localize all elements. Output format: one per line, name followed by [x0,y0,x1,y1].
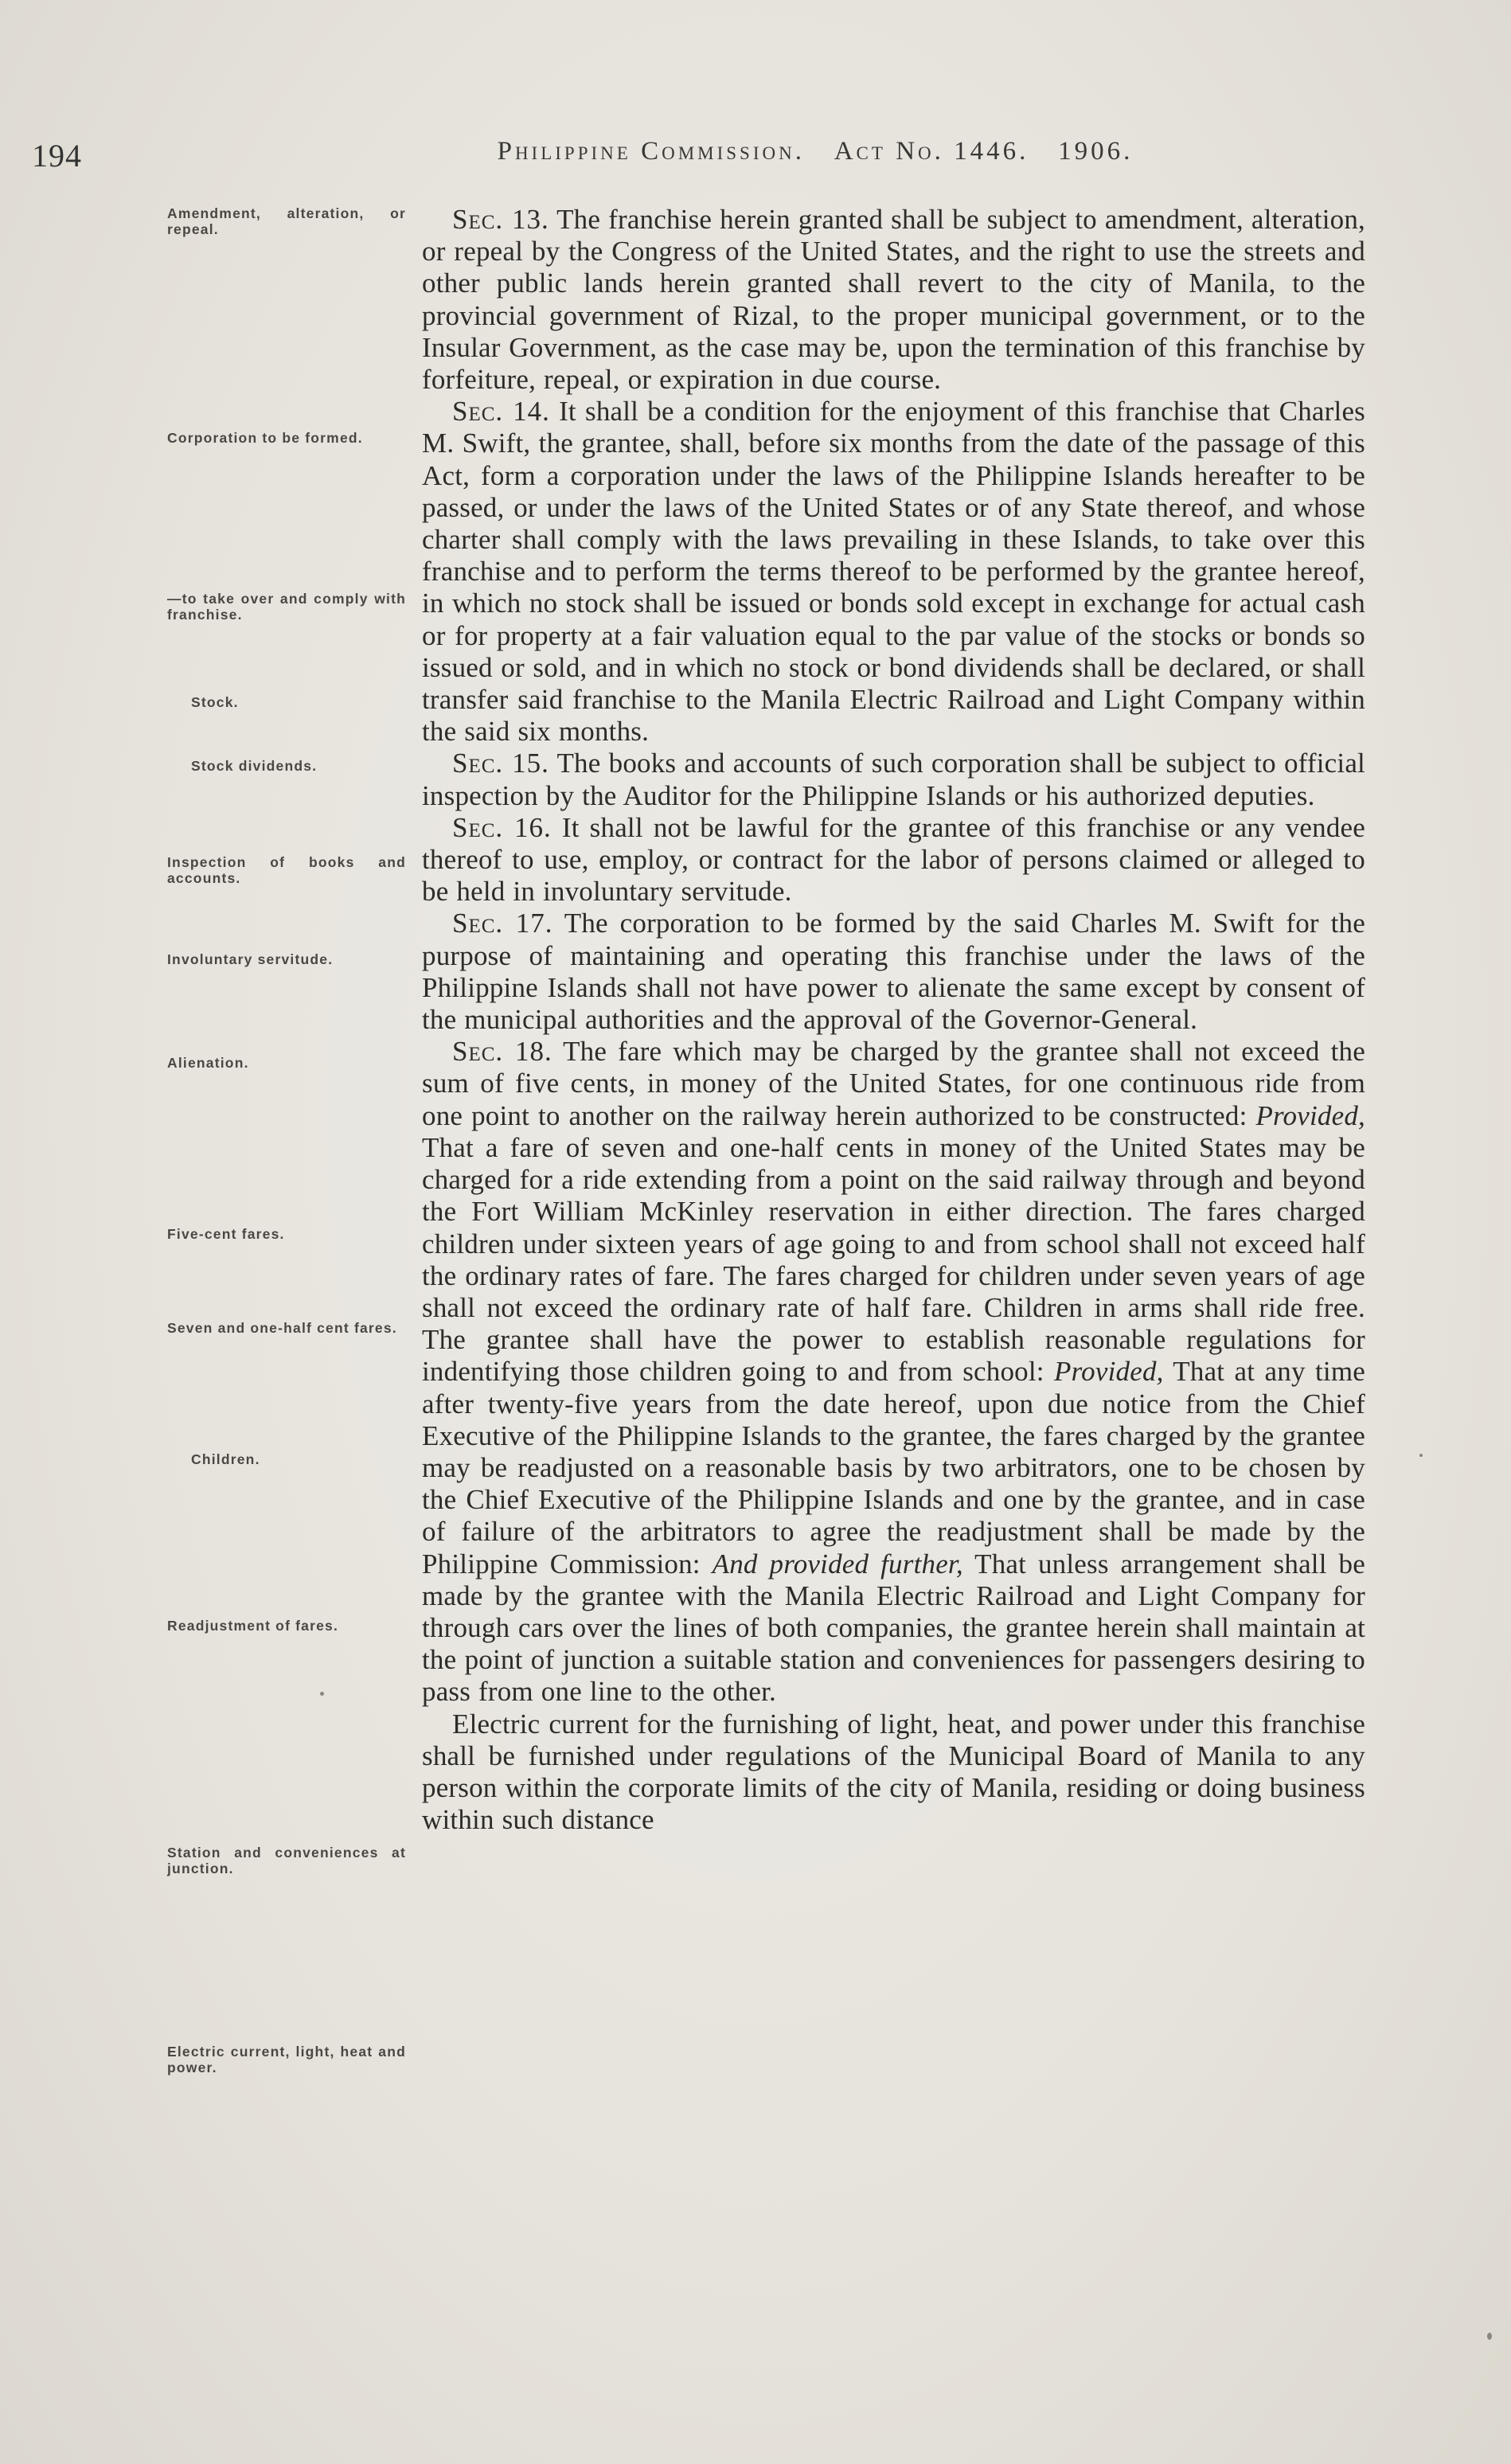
section-17-label: Sec. 17. [452,908,553,939]
section-18-text-b: That a fare of seven and one-half cents in money of the United States may be charged for a ride extending from a point on the said railway through and beyond the Fort William McKinley reservation in either direction. The fares charged children under sixteen years of age going to and from school shall not exceed half the ordinary rates of fare. The fares charged for children under seven years of age shall not exceed the ordinary rate of half fare. Children in arms shall ride free. The grantee shall have the power to establish reasonable regulations for indentifying those children going to and from school: [422,1131,1365,1388]
section-13-label: Sec. 13. [452,204,549,235]
section-17-text: The corporation to be formed by the said Charles M. Swift for the purpose of maintaining and operating this franchise under the laws of the Philippine Islands shall not have power to alienate the same except by consent of the municipal authorities and the approval of the Governor-General. [422,908,1365,1036]
section-14-text: It shall be a condition for the enjoyment of this franchise that Charles M. Swift, the grantee, shall, before six months from the date of the passage of this Act, form a corporation under the laws of the Philippine Islands hereafter to be passed, or under the laws of the United States or of any State thereof, and whose charter shall comply with the laws prevailing in these Islands, to take over this franchise and to perform the terms thereof to be performed by the grantee hereof, in which no stock shall be issued or bonds sold except in exchange for actual cash or for property at a fair valuation equal to the par value of the stocks or bonds so issued or sold, and in which no stock or bond dividends shall be declared, or shall transfer said franchise to the Manila Electric Railroad and Light Company within the said six months. [422,396,1365,748]
section-16-text: It shall not be lawful for the grantee of this franchise or any vendee thereof to use, employ, or contract for the labor of persons claimed or alleged to be held in involuntary servitude. [422,811,1365,908]
section-18-text-a: The fare which may be charged by the grantee shall not exceed the sum of five cents, in money of the United States, for one continuous ride from one point to another on the railway herein authorized to be constructed: [422,1036,1365,1131]
electric-current-text: Electric current for the furnishing of light, heat, and power under this franchise shall be furnished under regulations of the Municipal Board of Manila to any person within the corporate limits of the city of Manila, residing or doing business within such distance [422,1708,1365,1836]
section-18-provided-2: Provided, [1054,1356,1164,1388]
margin-note-inspection: Inspection of books and accounts. [167,854,406,886]
scan-speck [1419,1454,1423,1457]
margin-note-involuntary: Involuntary servitude. [167,951,334,967]
section-18-label: Sec. 18. [452,1036,552,1068]
section-13-text: The franchise herein granted shall be subject to amendment, alteration, or repeal by the Congress of the United States, and the right to use the streets and other public lands herein granted shall revert to the city of Manila, to the provincial government of Rizal, to the proper municipal government, or to the Insular Government, as the case may be, upon the termination of this franchise by forfeiture, repeal, or expiration in due course. [422,204,1365,396]
body-text [422,204,1365,1836]
margin-note-electric: Electric current, light, heat and power. [167,2044,406,2075]
scan-speck [320,1692,324,1696]
running-head-act: Act No. 1446. [834,137,1029,166]
section-14-label: Sec. 14. [452,396,550,428]
margin-note-five-cent: Five-cent fares. [167,1226,285,1242]
running-head [0,137,1511,166]
margin-note-alienation: Alienation. [167,1055,249,1071]
margin-note-stock: Stock. [191,694,239,710]
margin-note-amendment: Amendment, alteration, or repeal. [167,205,406,237]
section-18-text-d: That unless arrangement shall be made by the grantee with the Manila Electric Railroad and Light Company for through cars over the lines of both companies, the grantee herein shall maintain at the point of junction a suitable station and conveniences for passengers desiring to pass from one line to the other. [422,1548,1365,1708]
section-15-label: Sec. 15. [452,748,549,779]
margin-note-station: Station and conveniences at junction. [167,1845,406,1876]
page-number: 194 [32,138,82,174]
section-17 [422,908,1365,1036]
section-13 [422,204,1365,396]
section-15 [422,748,1365,811]
margin-note-stock-dividends: Stock dividends. [191,758,318,774]
electric-current-paragraph [422,1708,1365,1837]
margin-notes [167,191,406,2420]
running-head-title: Philippine Commission. [497,137,805,166]
scan-speck [1487,2333,1492,2340]
margin-note-readjustment: Readjustment of fares. [167,1618,339,1634]
section-18-text-c: That at any time after twenty-five years from the date hereof, upon due notice from the Chief Executive of the Philippine Islands to the grantee, the fares charged by the grantee may be readjusted on a reasonable basis by two arbitrators, one to be chosen by the Chief Executive of the Philippine Islands and one by the grantee, and in case of failure of the arbitrators to agree the readjustment shall be made by the Philippine Commission: [422,1356,1365,1580]
section-18-provided-1: Provided, [1255,1099,1365,1131]
margin-note-children: Children. [191,1451,260,1467]
running-head-year: 1906. [1058,137,1134,166]
margin-note-take-over: —to take over and comply with franchise. [167,591,406,623]
section-18 [422,1036,1365,1708]
margin-note-corporation: Corporation to be formed. [167,430,363,446]
section-18-provided-3: And provided further, [712,1548,963,1580]
section-15-text: The books and accounts of such corporation shall be subject to official inspection by the Auditor for the Philippine Islands or his authorized deputies. [422,748,1365,811]
section-16 [422,812,1365,908]
section-14 [422,396,1365,748]
section-16-label: Sec. 16. [452,811,552,843]
margin-note-seven-half: Seven and one-half cent fares. [167,1320,397,1336]
